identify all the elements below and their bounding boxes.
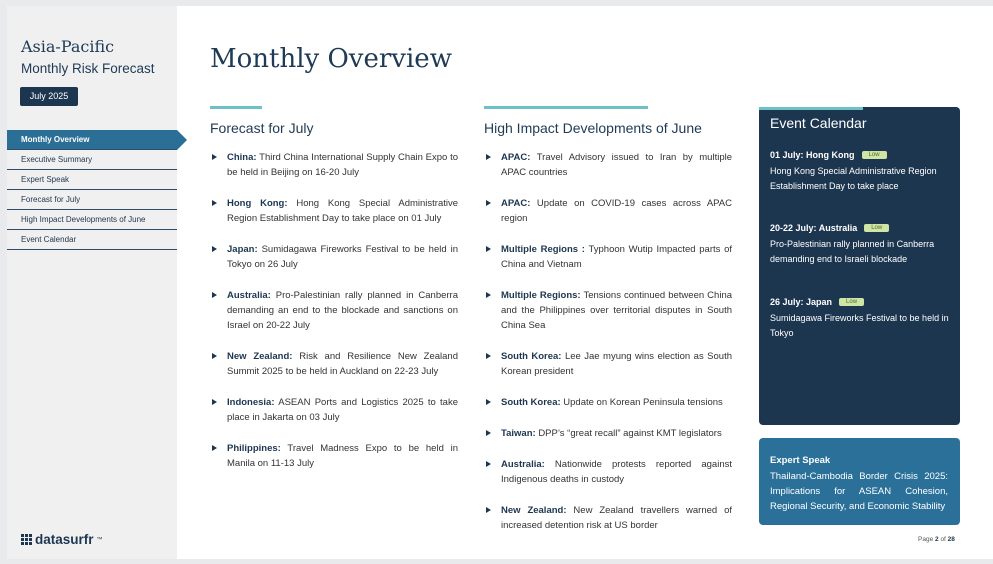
event-description: Sumidagawa Fireworks Festival to be held in Tokyo [770, 313, 949, 338]
nav-item-expert-speak[interactable]: Expert Speak [7, 170, 177, 190]
nav-item-high-impact-developments[interactable]: High Impact Developments of June [7, 210, 177, 230]
section-accent-bar [484, 106, 648, 109]
event-calendar-heading: Event Calendar [770, 115, 867, 131]
forecast-section [210, 106, 458, 471]
sidebar-nav [7, 130, 177, 250]
expert-speak-body: Thailand-Cambodia Border Crisis 2025: Implications for ASEAN Cohesion, Regional Security, and Economic Stability [770, 471, 948, 512]
calendar-accent-bar [759, 107, 863, 110]
developments-section [484, 106, 732, 533]
development-item: APAC: Update on COVID-19 cases across APAC region [484, 196, 732, 226]
page [7, 6, 993, 559]
date-badge: July 2025 [20, 87, 78, 106]
forecast-item: Indonesia: ASEAN Ports and Logistics 2025 to take place in Jakarta on 03 July [210, 395, 458, 425]
forecast-item: New Zealand: Risk and Resilience New Zealand Summit 2025 to be held in Auckland on 22-23 July [210, 349, 458, 379]
development-item: South Korea: Lee Jae myung wins election as South Korean president [484, 349, 732, 379]
forecast-item: Japan: Sumidagawa Fireworks Festival to be held in Tokyo on 26 July [210, 242, 458, 272]
logo-text: datasurfr [35, 532, 94, 547]
nav-item-forecast[interactable]: Forecast for July [7, 190, 177, 210]
development-item: South Korea: Update on Korean Peninsula tensions [484, 395, 732, 410]
event-calendar-panel [759, 107, 960, 425]
forecast-heading: Forecast for July [210, 120, 314, 136]
calendar-event [770, 223, 950, 267]
nav-item-event-calendar[interactable]: Event Calendar [7, 230, 177, 250]
page-number: Page 2 of 28 [918, 536, 955, 543]
development-item: Taiwan: DPP’s “great recall” against KMT legislators [484, 426, 732, 441]
nav-item-monthly-overview[interactable]: Monthly Overview [7, 130, 177, 150]
calendar-event [770, 297, 950, 341]
development-item: Australia: Nationwide protests reported against Indigenous deaths in custody [484, 457, 732, 487]
datasurfr-logo [21, 532, 103, 547]
development-item: Multiple Regions: Tensions continued between China and the Philippines over territorial disputes in South China Sea [484, 288, 732, 333]
development-item: Multiple Regions : Typhoon Wutip Impacted parts of China and Vietnam [484, 242, 732, 272]
risk-badge: Low [864, 224, 889, 232]
report-subtitle: Monthly Risk Forecast [21, 61, 155, 76]
development-item: New Zealand: New Zealand travellers warned of increased detention risk at US border [484, 503, 732, 533]
developments-heading: High Impact Developments of June [484, 120, 702, 136]
event-title: 01 July: Hong Kong [770, 150, 855, 160]
event-title: 20-22 July: Australia [770, 223, 858, 233]
risk-badge: Low [839, 298, 864, 306]
section-accent-bar [210, 106, 262, 109]
development-item: APAC: Travel Advisory issued to Iran by multiple APAC countries [484, 150, 732, 180]
forecast-item: China: Third China International Supply Chain Expo to be held in Beijing on 16-20 July [210, 150, 458, 180]
expert-speak-heading: Expert Speak [770, 455, 831, 466]
forecast-item: Philippines: Travel Madness Expo to be held in Manila on 11-13 July [210, 441, 458, 471]
nav-item-executive-summary[interactable]: Executive Summary [7, 150, 177, 170]
page-title: Monthly Overview [210, 44, 452, 74]
forecast-item: Hong Kong: Hong Kong Special Administrative Region Establishment Day to take place on 01 July [210, 196, 458, 226]
report-region-title: Asia-Pacific [21, 37, 115, 56]
event-title: 26 July: Japan [770, 297, 833, 307]
event-description: Hong Kong Special Administrative Region Establishment Day to take place [770, 166, 937, 191]
event-description: Pro-Palestinian rally planned in Canberra demanding end to Israeli blockade [770, 239, 935, 264]
logo-grid-icon [21, 534, 32, 545]
expert-speak-panel[interactable] [759, 438, 960, 525]
forecast-item: Australia: Pro-Palestinian rally planned in Canberra demanding an end to the blockade and sanctions on Israel on 20-22 July [210, 288, 458, 333]
calendar-event [770, 150, 950, 194]
sidebar [7, 6, 177, 559]
logo-trademark: ™ [96, 536, 103, 543]
risk-badge: Low [862, 151, 887, 159]
